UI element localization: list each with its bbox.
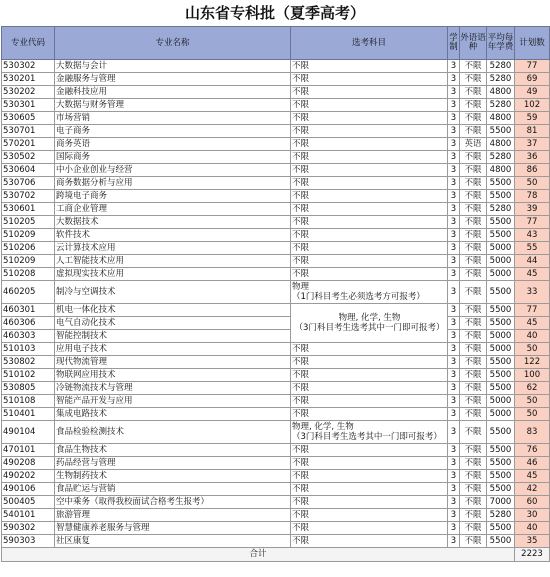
cell-subject: 不限 — [291, 255, 448, 268]
cell-plan: 42 — [515, 483, 550, 496]
table-row — [2, 60, 550, 73]
cell-plan: 77 — [515, 216, 550, 229]
cell-code: 460303 — [2, 330, 55, 343]
cell-name: 商务英语 — [55, 138, 291, 151]
table-row — [2, 343, 550, 356]
cell-name: 商务数据分析与应用 — [55, 177, 291, 190]
cell-years: 3 — [448, 330, 460, 343]
cell-fee: 5280 — [487, 151, 515, 164]
cell-fee: 5280 — [487, 509, 515, 522]
table-row — [2, 73, 550, 86]
cell-fee: 7000 — [487, 496, 515, 509]
cell-plan: 44 — [515, 255, 550, 268]
cell-name: 空中乘务（取得我校面试合格考生报考） — [55, 496, 291, 509]
cell-plan: 46 — [515, 457, 550, 470]
cell-years: 3 — [448, 281, 460, 304]
table-row — [2, 86, 550, 99]
cell-name: 食品检验检测技术 — [55, 421, 291, 444]
cell-subject: 不限 — [291, 522, 448, 535]
cell-subject: 不限 — [291, 356, 448, 369]
table-row — [2, 268, 550, 281]
cell-years: 3 — [448, 535, 460, 548]
cell-lang: 不限 — [460, 255, 487, 268]
cell-code: 530301 — [2, 99, 55, 112]
cell-fee: 5000 — [487, 395, 515, 408]
cell-lang: 不限 — [460, 535, 487, 548]
cell-lang: 不限 — [460, 496, 487, 509]
cell-years: 3 — [448, 369, 460, 382]
cell-years: 3 — [448, 268, 460, 281]
table-row — [2, 483, 550, 496]
cell-lang: 不限 — [460, 151, 487, 164]
cell-fee: 5500 — [487, 535, 515, 548]
cell-plan: 43 — [515, 229, 550, 242]
cell-code: 490106 — [2, 483, 55, 496]
cell-name: 跨境电子商务 — [55, 190, 291, 203]
cell-name: 电气自动化技术 — [55, 317, 291, 330]
cell-years: 3 — [448, 408, 460, 421]
cell-code: 470101 — [2, 444, 55, 457]
cell-code: 460205 — [2, 281, 55, 304]
table-row — [2, 138, 550, 151]
cell-fee: 5280 — [487, 99, 515, 112]
cell-plan: 35 — [515, 535, 550, 548]
cell-years: 3 — [448, 522, 460, 535]
cell-fee: 5500 — [487, 382, 515, 395]
cell-name: 现代物流管理 — [55, 356, 291, 369]
cell-lang: 不限 — [460, 317, 487, 330]
cell-subject: 不限 — [291, 444, 448, 457]
table-row — [2, 444, 550, 457]
table-row — [2, 112, 550, 125]
cell-name: 食品贮运与营销 — [55, 483, 291, 496]
cell-plan: 45 — [515, 268, 550, 281]
cell-fee: 5500 — [487, 317, 515, 330]
cell-years: 3 — [448, 444, 460, 457]
cell-lang: 不限 — [460, 369, 487, 382]
table-row — [2, 317, 550, 330]
cell-years: 3 — [448, 483, 460, 496]
cell-plan: 102 — [515, 99, 550, 112]
cell-fee: 5280 — [487, 60, 515, 73]
cell-name: 冷链物流技术与管理 — [55, 382, 291, 395]
cell-name: 大数据技术 — [55, 216, 291, 229]
header-subject: 选考科目 — [291, 27, 448, 60]
cell-subject: 不限 — [291, 216, 448, 229]
cell-subject: 不限 — [291, 86, 448, 99]
table-row — [2, 522, 550, 535]
cell-years: 3 — [448, 304, 460, 317]
cell-lang: 不限 — [460, 203, 487, 216]
table-row — [2, 330, 550, 343]
cell-name: 生物制药技术 — [55, 470, 291, 483]
cell-years: 3 — [448, 395, 460, 408]
cell-years: 3 — [448, 457, 460, 470]
cell-lang: 不限 — [460, 343, 487, 356]
header-fee: 平均每年学费 — [487, 27, 515, 60]
cell-years: 3 — [448, 73, 460, 86]
cell-lang: 不限 — [460, 60, 487, 73]
cell-fee: 5500 — [487, 356, 515, 369]
cell-fee: 5000 — [487, 408, 515, 421]
table-row — [2, 164, 550, 177]
header-years: 学制 — [448, 27, 460, 60]
cell-lang: 不限 — [460, 408, 487, 421]
cell-code: 530805 — [2, 382, 55, 395]
cell-name: 应用电子技术 — [55, 343, 291, 356]
cell-years: 3 — [448, 151, 460, 164]
cell-plan: 77 — [515, 304, 550, 317]
cell-fee: 5000 — [487, 255, 515, 268]
cell-name: 大数据与财务管理 — [55, 99, 291, 112]
cell-plan: 81 — [515, 125, 550, 138]
cell-name: 国际商务 — [55, 151, 291, 164]
cell-fee: 4800 — [487, 86, 515, 99]
table-row — [2, 382, 550, 395]
cell-code: 530604 — [2, 164, 55, 177]
cell-code: 500405 — [2, 496, 55, 509]
cell-name: 市场营销 — [55, 112, 291, 125]
cell-lang: 不限 — [460, 268, 487, 281]
cell-code: 490208 — [2, 457, 55, 470]
cell-code: 460301 — [2, 304, 55, 317]
cell-fee: 4800 — [487, 138, 515, 151]
cell-years: 3 — [448, 317, 460, 330]
total-label: 合计 — [2, 548, 515, 562]
cell-fee: 5500 — [487, 470, 515, 483]
cell-name: 物联网应用技术 — [55, 369, 291, 382]
admission-plan-table — [1, 26, 550, 562]
cell-fee: 5000 — [487, 343, 515, 356]
cell-lang: 不限 — [460, 177, 487, 190]
cell-code: 590302 — [2, 522, 55, 535]
cell-lang: 不限 — [460, 395, 487, 408]
cell-fee: 5000 — [487, 330, 515, 343]
cell-subject: 不限 — [291, 268, 448, 281]
cell-subject: 不限 — [291, 229, 448, 242]
table-row — [2, 229, 550, 242]
cell-plan: 50 — [515, 343, 550, 356]
cell-years: 3 — [448, 112, 460, 125]
table-row — [2, 190, 550, 203]
cell-lang: 不限 — [460, 190, 487, 203]
cell-fee: 5500 — [487, 421, 515, 444]
cell-lang: 不限 — [460, 216, 487, 229]
cell-name: 中小企业创业与经营 — [55, 164, 291, 177]
cell-years: 3 — [448, 496, 460, 509]
table-row — [2, 369, 550, 382]
cell-code: 530502 — [2, 151, 55, 164]
cell-years: 3 — [448, 242, 460, 255]
cell-fee: 5500 — [487, 522, 515, 535]
cell-lang: 不限 — [460, 444, 487, 457]
cell-years: 3 — [448, 509, 460, 522]
cell-fee: 5500 — [487, 457, 515, 470]
cell-subject-merged: 物理, 化学, 生物 （3门科目考生选考其中一门即可报考） — [291, 304, 448, 343]
cell-plan: 30 — [515, 509, 550, 522]
cell-subject: 不限 — [291, 343, 448, 356]
cell-code: 530601 — [2, 203, 55, 216]
cell-fee: 5500 — [487, 125, 515, 138]
cell-name: 智能产品开发与应用 — [55, 395, 291, 408]
cell-plan: 83 — [515, 421, 550, 444]
cell-code: 530701 — [2, 125, 55, 138]
cell-lang: 不限 — [460, 304, 487, 317]
table-row — [2, 457, 550, 470]
table-row — [2, 535, 550, 548]
cell-subject: 不限 — [291, 125, 448, 138]
cell-code: 540101 — [2, 509, 55, 522]
header-lang: 外语语种 — [460, 27, 487, 60]
cell-plan: 76 — [515, 444, 550, 457]
cell-subject: 不限 — [291, 470, 448, 483]
cell-fee: 5500 — [487, 216, 515, 229]
cell-name: 大数据与会计 — [55, 60, 291, 73]
cell-code: 590303 — [2, 535, 55, 548]
total-row — [2, 548, 550, 562]
cell-plan: 49 — [515, 86, 550, 99]
cell-plan: 86 — [515, 164, 550, 177]
cell-subject: 不限 — [291, 242, 448, 255]
cell-fee: 5500 — [487, 369, 515, 382]
cell-years: 3 — [448, 60, 460, 73]
cell-plan: 78 — [515, 190, 550, 203]
cell-name: 社区康复 — [55, 535, 291, 548]
cell-subject: 不限 — [291, 496, 448, 509]
cell-code: 530201 — [2, 73, 55, 86]
cell-lang: 不限 — [460, 73, 487, 86]
cell-plan: 45 — [515, 470, 550, 483]
cell-code: 510209 — [2, 229, 55, 242]
cell-years: 3 — [448, 229, 460, 242]
cell-name: 人工智能技术应用 — [55, 255, 291, 268]
cell-plan: 122 — [515, 356, 550, 369]
cell-name: 工商企业管理 — [55, 203, 291, 216]
cell-lang: 不限 — [460, 457, 487, 470]
cell-code: 530802 — [2, 356, 55, 369]
cell-name: 云计算技术应用 — [55, 242, 291, 255]
cell-years: 3 — [448, 343, 460, 356]
cell-name: 机电一体化技术 — [55, 304, 291, 317]
cell-name: 智能控制技术 — [55, 330, 291, 343]
cell-subject: 不限 — [291, 408, 448, 421]
cell-code: 490202 — [2, 470, 55, 483]
cell-lang: 不限 — [460, 125, 487, 138]
cell-plan: 55 — [515, 242, 550, 255]
cell-code: 510102 — [2, 369, 55, 382]
cell-code: 510108 — [2, 395, 55, 408]
total-value: 2223 — [515, 548, 550, 562]
cell-name: 软件技术 — [55, 229, 291, 242]
cell-lang: 不限 — [460, 421, 487, 444]
cell-lang: 不限 — [460, 382, 487, 395]
cell-code: 490104 — [2, 421, 55, 444]
cell-subject: 不限 — [291, 112, 448, 125]
cell-name: 虚拟现实技术应用 — [55, 268, 291, 281]
cell-fee: 5000 — [487, 242, 515, 255]
table-row — [2, 216, 550, 229]
table-row — [2, 203, 550, 216]
cell-plan: 77 — [515, 60, 550, 73]
cell-subject: 不限 — [291, 457, 448, 470]
cell-fee: 5000 — [487, 268, 515, 281]
cell-subject: 不限 — [291, 190, 448, 203]
cell-name: 智慧健康养老服务与管理 — [55, 522, 291, 535]
cell-plan: 100 — [515, 369, 550, 382]
cell-name: 药品经营与管理 — [55, 457, 291, 470]
cell-years: 3 — [448, 421, 460, 444]
cell-subject: 物理, 化学, 生物 （3门科目考生选考其中一门即可报考） — [291, 421, 448, 444]
table-row — [2, 151, 550, 164]
cell-fee: 5500 — [487, 483, 515, 496]
cell-years: 3 — [448, 470, 460, 483]
cell-name: 旅游管理 — [55, 509, 291, 522]
table-row — [2, 304, 550, 317]
cell-name: 金融服务与管理 — [55, 73, 291, 86]
cell-subject: 不限 — [291, 395, 448, 408]
cell-lang: 不限 — [460, 281, 487, 304]
cell-lang: 不限 — [460, 229, 487, 242]
table-row — [2, 408, 550, 421]
cell-years: 3 — [448, 164, 460, 177]
cell-subject: 物理 （1门科目考生必须选考方可报考） — [291, 281, 448, 304]
cell-lang: 不限 — [460, 470, 487, 483]
cell-fee: 5500 — [487, 190, 515, 203]
cell-code: 510206 — [2, 242, 55, 255]
cell-code: 530202 — [2, 86, 55, 99]
table-row — [2, 281, 550, 304]
cell-name: 制冷与空调技术 — [55, 281, 291, 304]
cell-lang: 不限 — [460, 330, 487, 343]
cell-years: 3 — [448, 203, 460, 216]
cell-plan: 50 — [515, 408, 550, 421]
cell-fee: 5500 — [487, 444, 515, 457]
cell-code: 460306 — [2, 317, 55, 330]
cell-years: 3 — [448, 99, 460, 112]
header-plan: 计划数 — [515, 27, 550, 60]
cell-plan: 37 — [515, 138, 550, 151]
cell-lang: 不限 — [460, 509, 487, 522]
cell-plan: 50 — [515, 395, 550, 408]
table-row — [2, 421, 550, 444]
cell-code: 570201 — [2, 138, 55, 151]
cell-plan: 40 — [515, 522, 550, 535]
cell-subject: 不限 — [291, 177, 448, 190]
cell-code: 530706 — [2, 177, 55, 190]
cell-years: 3 — [448, 216, 460, 229]
cell-code: 530702 — [2, 190, 55, 203]
cell-plan: 59 — [515, 112, 550, 125]
cell-subject: 不限 — [291, 369, 448, 382]
cell-plan: 50 — [515, 177, 550, 190]
cell-years: 3 — [448, 356, 460, 369]
cell-years: 3 — [448, 382, 460, 395]
cell-subject: 不限 — [291, 73, 448, 86]
cell-years: 3 — [448, 125, 460, 138]
table-row — [2, 125, 550, 138]
cell-plan: 33 — [515, 281, 550, 304]
cell-fee: 5500 — [487, 177, 515, 190]
cell-subject: 不限 — [291, 151, 448, 164]
cell-lang: 不限 — [460, 242, 487, 255]
cell-fee: 4800 — [487, 112, 515, 125]
page-title: 山东省专科批（夏季高考） — [184, 4, 365, 22]
cell-fee: 5280 — [487, 73, 515, 86]
table-row — [2, 242, 550, 255]
cell-fee: 4800 — [487, 164, 515, 177]
table-row — [2, 395, 550, 408]
cell-years: 3 — [448, 86, 460, 99]
cell-subject: 不限 — [291, 99, 448, 112]
cell-subject: 不限 — [291, 138, 448, 151]
cell-years: 3 — [448, 190, 460, 203]
table-row — [2, 255, 550, 268]
cell-plan: 62 — [515, 382, 550, 395]
cell-code: 510208 — [2, 268, 55, 281]
cell-lang: 不限 — [460, 522, 487, 535]
cell-subject: 不限 — [291, 203, 448, 216]
table-row — [2, 177, 550, 190]
cell-fee: 5280 — [487, 203, 515, 216]
cell-lang: 不限 — [460, 483, 487, 496]
cell-subject: 不限 — [291, 509, 448, 522]
cell-code: 510209 — [2, 255, 55, 268]
cell-plan: 36 — [515, 151, 550, 164]
cell-plan: 39 — [515, 203, 550, 216]
cell-lang: 不限 — [460, 164, 487, 177]
cell-name: 金融科技应用 — [55, 86, 291, 99]
cell-plan: 40 — [515, 330, 550, 343]
cell-code: 510401 — [2, 408, 55, 421]
header-code: 专业代码 — [2, 27, 55, 60]
cell-plan: 69 — [515, 73, 550, 86]
cell-years: 3 — [448, 138, 460, 151]
cell-plan: 45 — [515, 317, 550, 330]
cell-subject: 不限 — [291, 164, 448, 177]
table-row — [2, 356, 550, 369]
cell-lang: 英语 — [460, 138, 487, 151]
cell-subject: 不限 — [291, 483, 448, 496]
cell-code: 530302 — [2, 60, 55, 73]
table-row — [2, 99, 550, 112]
cell-name: 集成电路技术 — [55, 408, 291, 421]
cell-name: 食品生物技术 — [55, 444, 291, 457]
cell-name: 电子商务 — [55, 125, 291, 138]
cell-code: 510103 — [2, 343, 55, 356]
cell-code: 510205 — [2, 216, 55, 229]
cell-lang: 不限 — [460, 86, 487, 99]
cell-lang: 不限 — [460, 99, 487, 112]
cell-years: 3 — [448, 255, 460, 268]
cell-fee: 5500 — [487, 229, 515, 242]
cell-code: 530605 — [2, 112, 55, 125]
table-row — [2, 509, 550, 522]
table-row — [2, 496, 550, 509]
cell-lang: 不限 — [460, 112, 487, 125]
cell-subject: 不限 — [291, 535, 448, 548]
cell-subject: 不限 — [291, 60, 448, 73]
header-name: 专业名称 — [55, 27, 291, 60]
cell-fee: 5500 — [487, 281, 515, 304]
table-row — [2, 470, 550, 483]
cell-fee: 5500 — [487, 304, 515, 317]
cell-lang: 不限 — [460, 356, 487, 369]
cell-years: 3 — [448, 177, 460, 190]
cell-plan: 60 — [515, 496, 550, 509]
cell-subject: 不限 — [291, 382, 448, 395]
